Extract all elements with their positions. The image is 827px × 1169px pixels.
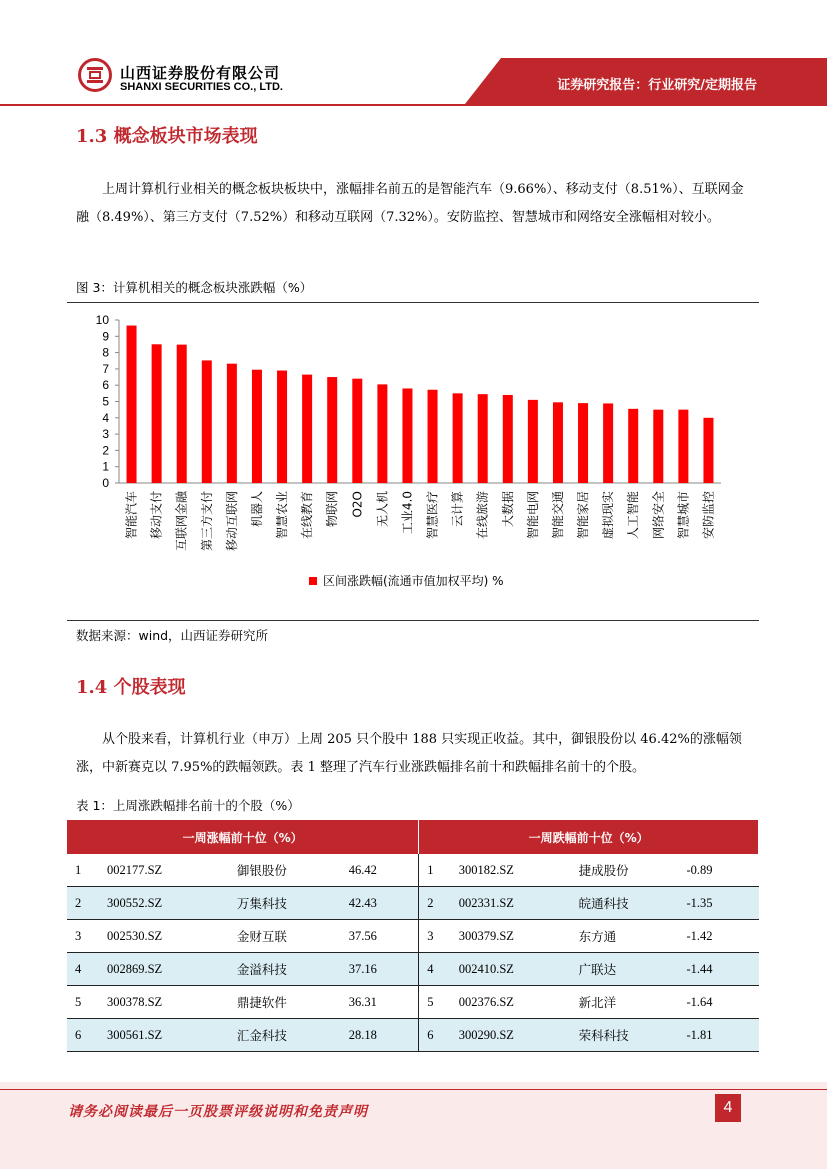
gain-rank-cell: 1 bbox=[67, 854, 99, 887]
x-category-label: 智慧城市 bbox=[676, 491, 691, 540]
x-category-label: 智能电网 bbox=[525, 491, 540, 540]
table-row bbox=[67, 854, 759, 887]
footer-band bbox=[0, 1082, 827, 1169]
gain-code-cell: 300561.SZ bbox=[99, 1019, 229, 1052]
stock-performance-table bbox=[67, 820, 759, 1052]
x-category-label: 人工智能 bbox=[626, 491, 641, 540]
loss-rank-cell: 3 bbox=[419, 920, 451, 953]
section-1-4-paragraph: 从个股来看，计算机行业（申万）上周 205 只个股中 188 只实现正收益。其中，御银股份以 46.42%的涨幅领涨，中新赛克以 7.95%的跌幅领跌。表 1 整理了汽车行业涨跌幅排名前十和跌幅排名前十的个股。 bbox=[76, 732, 742, 775]
bar bbox=[202, 360, 212, 483]
y-tick-label: 3 bbox=[102, 427, 109, 442]
loss-rank-cell: 6 bbox=[419, 1019, 451, 1052]
bar bbox=[277, 371, 287, 483]
bar bbox=[177, 345, 187, 483]
table-body bbox=[67, 854, 759, 1052]
section-title-1-3: 1.3 概念板块市场表现 bbox=[76, 126, 258, 147]
gain-code-cell: 300378.SZ bbox=[99, 986, 229, 1019]
bar bbox=[578, 403, 588, 483]
gain-name-cell: 鼎捷软件 bbox=[229, 986, 341, 1019]
gainers-header: 一周涨幅前十位（%） bbox=[67, 820, 419, 854]
y-tick-label: 6 bbox=[102, 378, 109, 393]
data-source: 数据来源：wind，山西证券研究所 bbox=[76, 628, 269, 643]
legend-swatch bbox=[309, 577, 317, 585]
loss-code-cell: 300379.SZ bbox=[451, 920, 571, 953]
x-category-label: 第三方支付 bbox=[199, 491, 214, 552]
bar bbox=[402, 388, 412, 483]
gain-rank-cell: 3 bbox=[67, 920, 99, 953]
loss-name-cell: 东方通 bbox=[571, 920, 679, 953]
table-row bbox=[67, 986, 759, 1019]
gain-rank-cell: 2 bbox=[67, 887, 99, 920]
gain-rank-cell: 5 bbox=[67, 986, 99, 1019]
bar bbox=[352, 379, 362, 483]
figure-bottom-rule bbox=[67, 620, 759, 621]
gain-name-cell: 万集科技 bbox=[229, 887, 341, 920]
gain-name-cell: 金溢科技 bbox=[229, 953, 341, 986]
bar bbox=[478, 394, 488, 483]
table-header-row bbox=[67, 820, 759, 854]
x-category-label: 智能交通 bbox=[550, 491, 565, 540]
bar bbox=[453, 393, 463, 483]
loss-code-cell: 300290.SZ bbox=[451, 1019, 571, 1052]
figure-top-rule bbox=[67, 302, 759, 303]
y-tick-label: 5 bbox=[102, 394, 109, 409]
loss-rank-cell: 4 bbox=[419, 953, 451, 986]
bar bbox=[227, 364, 237, 483]
bar bbox=[703, 418, 713, 483]
x-category-label: 移动支付 bbox=[149, 491, 164, 540]
loss-code-cell: 002376.SZ bbox=[451, 986, 571, 1019]
bar bbox=[653, 410, 663, 483]
section-1-3-paragraph: 上周计算机行业相关的概念板块板块中，涨幅排名前五的是智能汽车（9.66%）、移动支付（8.51%）、互联网金融（8.49%）、第三方支付（7.52%）和移动互联网（7.32%）。安防监控、智慧城市和网络安全涨幅相对较小。 bbox=[76, 182, 744, 225]
gain-rank-cell: 6 bbox=[67, 1019, 99, 1052]
gain-name-cell: 汇金科技 bbox=[229, 1019, 341, 1052]
loss-name-cell: 荣科科技 bbox=[571, 1019, 679, 1052]
loss-pct-cell: -1.35 bbox=[679, 887, 759, 920]
bar bbox=[678, 410, 688, 483]
losers-header: 一周跌幅前十位（%） bbox=[419, 820, 759, 854]
bar bbox=[127, 326, 137, 483]
bar bbox=[603, 403, 613, 483]
section-title-1-4: 1.4 个股表现 bbox=[76, 677, 186, 698]
x-category-label: 在线教育 bbox=[300, 491, 315, 540]
x-category-label: 虚拟现实 bbox=[601, 491, 616, 540]
loss-code-cell: 300182.SZ bbox=[451, 854, 571, 887]
x-category-label: 云计算 bbox=[450, 491, 465, 528]
header-divider bbox=[0, 104, 827, 106]
bar bbox=[528, 400, 538, 483]
y-tick-label: 0 bbox=[102, 476, 109, 490]
loss-name-cell: 新北洋 bbox=[571, 986, 679, 1019]
y-tick-label: 10 bbox=[95, 313, 109, 327]
x-category-label: 智慧农业 bbox=[275, 491, 290, 540]
bar bbox=[302, 375, 312, 483]
loss-pct-cell: -1.42 bbox=[679, 920, 759, 953]
x-category-label: 互联网金融 bbox=[174, 491, 189, 552]
gain-pct-cell: 36.31 bbox=[341, 986, 419, 1019]
bar bbox=[377, 384, 387, 483]
gain-code-cell: 002530.SZ bbox=[99, 920, 229, 953]
loss-pct-cell: -1.81 bbox=[679, 1019, 759, 1052]
bar bbox=[252, 370, 262, 483]
x-category-label: 无人机 bbox=[375, 491, 390, 528]
table-row bbox=[67, 920, 759, 953]
gain-pct-cell: 37.56 bbox=[341, 920, 419, 953]
company-logo-icon bbox=[78, 58, 112, 92]
loss-code-cell: 002410.SZ bbox=[451, 953, 571, 986]
company-name-cn: 山西证券股份有限公司 bbox=[120, 64, 281, 82]
loss-code-cell: 002331.SZ bbox=[451, 887, 571, 920]
legend-label: 区间涨跌幅(流通市值加权平均) % bbox=[323, 574, 504, 588]
y-tick-label: 8 bbox=[102, 345, 109, 360]
bar bbox=[503, 395, 513, 483]
x-category-label: 工业4.0 bbox=[400, 491, 415, 535]
gain-pct-cell: 46.42 bbox=[341, 854, 419, 887]
bar bbox=[553, 402, 563, 483]
bar bbox=[152, 344, 162, 483]
footer-divider bbox=[0, 1089, 827, 1090]
loss-rank-cell: 5 bbox=[419, 986, 451, 1019]
table-row bbox=[67, 953, 759, 986]
bar bbox=[428, 390, 438, 483]
page-header bbox=[0, 0, 827, 100]
x-category-label: O2O bbox=[350, 491, 365, 518]
x-category-label: 移动互联网 bbox=[224, 491, 239, 552]
gain-name-cell: 金财互联 bbox=[229, 920, 341, 953]
loss-name-cell: 捷成股份 bbox=[571, 854, 679, 887]
x-category-label: 在线旅游 bbox=[475, 491, 490, 540]
x-category-label: 智能汽车 bbox=[124, 491, 139, 540]
report-type-label: 证券研究报告：行业研究/定期报告 bbox=[557, 78, 757, 93]
y-tick-label: 7 bbox=[102, 361, 109, 376]
gain-rank-cell: 4 bbox=[67, 953, 99, 986]
gain-code-cell: 002177.SZ bbox=[99, 854, 229, 887]
loss-name-cell: 广联达 bbox=[571, 953, 679, 986]
y-tick-label: 9 bbox=[102, 329, 109, 344]
gain-pct-cell: 28.18 bbox=[341, 1019, 419, 1052]
figure-caption: 图 3：计算机相关的概念板块涨跌幅（%） bbox=[76, 280, 313, 295]
loss-pct-cell: -1.64 bbox=[679, 986, 759, 1019]
company-name-en: SHANXI SECURITIES CO., LTD. bbox=[120, 81, 283, 93]
disclaimer-note: 请务必阅读最后一页股票评级说明和免责声明 bbox=[68, 1104, 368, 1120]
x-category-label: 机器人 bbox=[249, 491, 264, 528]
table-row bbox=[67, 887, 759, 920]
gain-name-cell: 御银股份 bbox=[229, 854, 341, 887]
table-caption: 表 1：上周涨跌幅排名前十的个股（%） bbox=[76, 798, 300, 813]
gain-code-cell: 300552.SZ bbox=[99, 887, 229, 920]
x-category-label: 智慧医疗 bbox=[425, 491, 440, 540]
x-category-label: 网络安全 bbox=[651, 491, 666, 540]
page-number: 4 bbox=[715, 1094, 741, 1122]
loss-pct-cell: -0.89 bbox=[679, 854, 759, 887]
x-category-label: 物联网 bbox=[325, 491, 340, 528]
x-category-label: 安防监控 bbox=[701, 491, 716, 540]
y-tick-label: 4 bbox=[102, 410, 109, 425]
y-tick-label: 2 bbox=[102, 443, 109, 458]
y-tick-label: 1 bbox=[102, 459, 109, 474]
loss-rank-cell: 1 bbox=[419, 854, 451, 887]
loss-name-cell: 皖通科技 bbox=[571, 887, 679, 920]
bar bbox=[327, 377, 337, 483]
table-row bbox=[67, 1019, 759, 1052]
gain-pct-cell: 37.16 bbox=[341, 953, 419, 986]
x-category-label: 智能家居 bbox=[576, 491, 591, 540]
gain-pct-cell: 42.43 bbox=[341, 887, 419, 920]
loss-pct-cell: -1.44 bbox=[679, 953, 759, 986]
loss-rank-cell: 2 bbox=[419, 887, 451, 920]
gain-code-cell: 002869.SZ bbox=[99, 953, 229, 986]
x-category-label: 大数据 bbox=[500, 491, 515, 528]
concept-sector-bar-chart bbox=[67, 306, 759, 618]
bar bbox=[628, 409, 638, 483]
